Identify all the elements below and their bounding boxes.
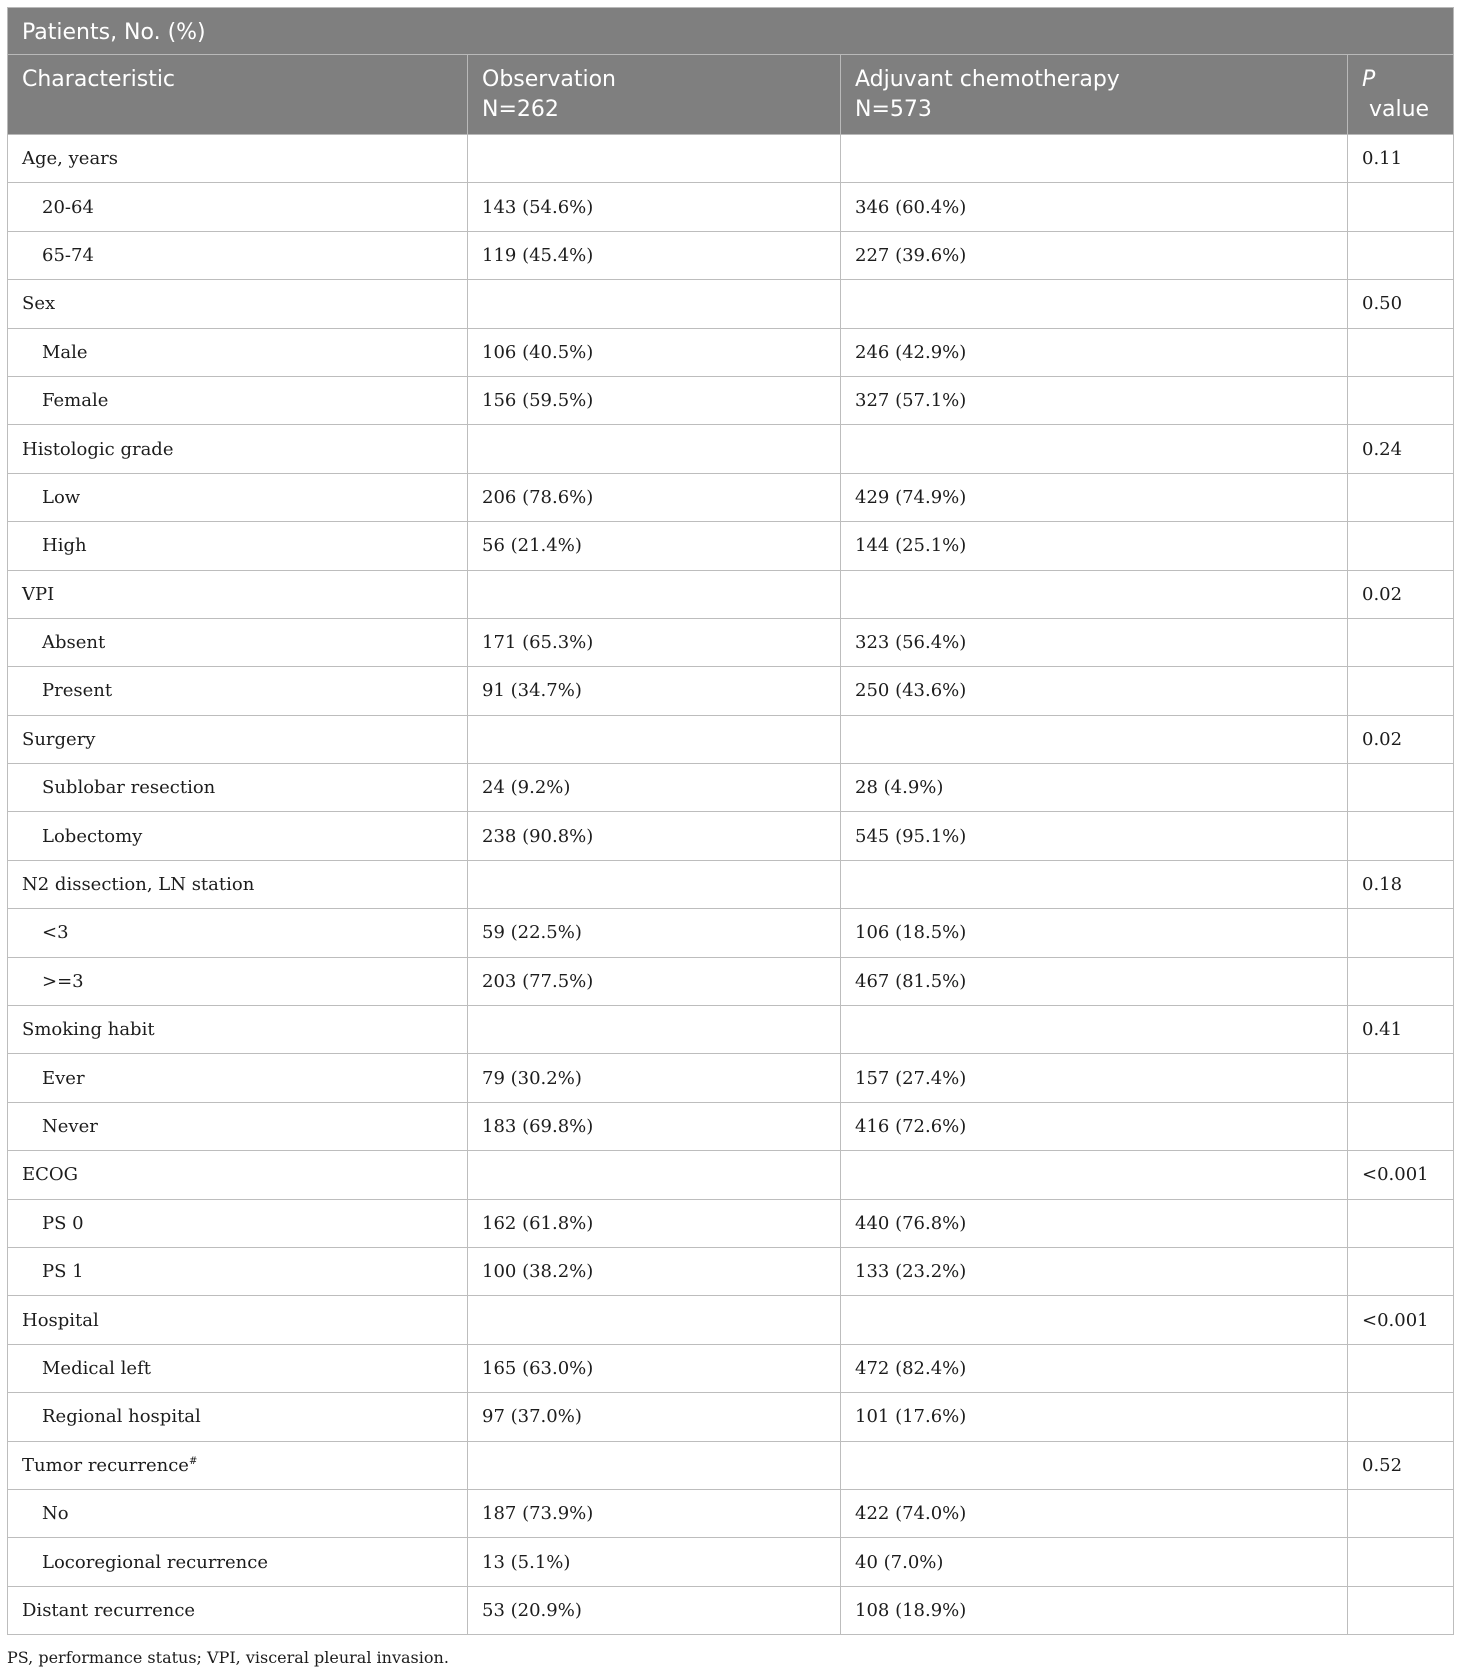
header-chemo-label: Adjuvant chemotherapy — [855, 67, 1120, 92]
table-row — [8, 1151, 1454, 1199]
row-label — [8, 135, 468, 183]
chemotherapy-value — [841, 764, 1348, 812]
p-value — [1348, 183, 1454, 231]
observation-value-text: 79 (30.2%) — [482, 1067, 582, 1089]
p-value — [1348, 860, 1454, 908]
row-label — [8, 183, 468, 231]
observation-value — [468, 1296, 841, 1344]
header-p-value — [1348, 55, 1454, 135]
chemotherapy-value — [841, 522, 1348, 570]
table-row — [8, 1102, 1454, 1150]
observation-value-text: 59 (22.5%) — [482, 922, 582, 944]
observation-value — [468, 231, 841, 279]
observation-value-text: 156 (59.5%) — [482, 390, 594, 412]
chemotherapy-value — [841, 1102, 1348, 1150]
observation-value-text: 183 (69.8%) — [482, 1116, 594, 1137]
p-value — [1348, 1489, 1454, 1537]
p-value — [1348, 1344, 1454, 1392]
chemotherapy-value-text: 108 (18.9%) — [855, 1599, 967, 1621]
chemotherapy-value — [841, 1296, 1348, 1344]
p-value — [1348, 715, 1454, 763]
observation-value — [468, 909, 841, 957]
chemotherapy-value-text: 246 (42.9%) — [855, 341, 967, 363]
row-label — [8, 812, 468, 860]
observation-value — [468, 1489, 841, 1537]
observation-value — [468, 1441, 841, 1489]
table-row — [8, 473, 1454, 521]
observation-value — [468, 618, 841, 666]
footnote-marker: # — [188, 1455, 198, 1467]
row-label — [8, 909, 468, 957]
row-label-text: Low — [42, 486, 81, 508]
chemotherapy-value-text: 133 (23.2%) — [855, 1261, 967, 1283]
observation-value — [468, 570, 841, 618]
table-row — [8, 376, 1454, 424]
row-label — [8, 1247, 468, 1295]
header-observation-label: Observation — [482, 67, 616, 92]
chemotherapy-value-text: 144 (25.1%) — [855, 535, 967, 557]
table-row — [8, 1199, 1454, 1247]
table-caption: Patients, No. (%) — [8, 8, 1454, 55]
chemotherapy-value — [841, 280, 1348, 328]
row-label — [8, 1393, 468, 1441]
observation-value-text: 206 (78.6%) — [482, 486, 594, 508]
observation-value-text: 97 (37.0%) — [482, 1406, 582, 1428]
table-row — [8, 1489, 1454, 1537]
p-value-text: <0.001 — [1362, 1164, 1429, 1186]
chemotherapy-value-text: 227 (39.6%) — [855, 244, 967, 266]
table-row — [8, 667, 1454, 715]
chemotherapy-value — [841, 1441, 1348, 1489]
row-label-text: Tumor recurrence — [22, 1454, 189, 1476]
table-row — [8, 1441, 1454, 1489]
observation-value-text: 53 (20.9%) — [482, 1599, 582, 1621]
row-label — [8, 1489, 468, 1537]
observation-value — [468, 522, 841, 570]
row-label — [8, 1199, 468, 1247]
observation-value-text: 13 (5.1%) — [482, 1551, 571, 1573]
p-value-text: 0.50 — [1362, 293, 1403, 315]
table-row — [8, 522, 1454, 570]
chemotherapy-value — [841, 570, 1348, 618]
table-body — [8, 135, 1454, 1635]
table-row — [8, 328, 1454, 376]
row-label-text: Sublobar resection — [42, 777, 216, 799]
header-observation-n: N=262 — [482, 97, 559, 122]
p-value — [1348, 328, 1454, 376]
observation-value — [468, 328, 841, 376]
p-value — [1348, 618, 1454, 666]
chemotherapy-value — [841, 231, 1348, 279]
p-value — [1348, 570, 1454, 618]
row-label-text: Surgery — [22, 728, 96, 750]
row-label — [8, 1296, 468, 1344]
chemotherapy-value — [841, 183, 1348, 231]
table-row — [8, 1296, 1454, 1344]
row-label — [8, 473, 468, 521]
chemotherapy-value-text: 28 (4.9%) — [855, 777, 944, 799]
table-row — [8, 618, 1454, 666]
row-label — [8, 1054, 468, 1102]
chemotherapy-value — [841, 1151, 1348, 1199]
row-label — [8, 1344, 468, 1392]
observation-value — [468, 1151, 841, 1199]
p-value — [1348, 522, 1454, 570]
chemotherapy-value-text: 416 (72.6%) — [855, 1116, 967, 1137]
observation-value-text: 56 (21.4%) — [482, 535, 582, 557]
row-label-text: PS 0 — [42, 1212, 84, 1234]
p-value — [1348, 135, 1454, 183]
row-label-text: Age, years — [22, 148, 119, 170]
row-label-text: Sex — [22, 293, 56, 315]
observation-value-text: 91 (34.7%) — [482, 680, 582, 702]
row-label — [8, 376, 468, 424]
chemotherapy-value-text: 472 (82.4%) — [855, 1357, 967, 1379]
p-value — [1348, 812, 1454, 860]
chemotherapy-value-text: 323 (56.4%) — [855, 632, 967, 654]
observation-value — [468, 425, 841, 473]
p-value-text: 0.11 — [1362, 148, 1403, 170]
chemotherapy-value-text: 157 (27.4%) — [855, 1067, 967, 1089]
row-label — [8, 715, 468, 763]
p-value — [1348, 231, 1454, 279]
p-value-text: 0.24 — [1362, 438, 1403, 460]
header-adjuvant-chemotherapy — [841, 55, 1348, 135]
observation-value-text: 187 (73.9%) — [482, 1503, 594, 1525]
row-label — [8, 1151, 468, 1199]
row-label-text: Hospital — [22, 1309, 99, 1331]
chemotherapy-value — [841, 667, 1348, 715]
chemotherapy-value — [841, 1586, 1348, 1634]
table-row — [8, 425, 1454, 473]
p-value-text: 0.02 — [1362, 583, 1403, 605]
table-container — [7, 7, 1453, 1635]
table-row — [8, 1586, 1454, 1634]
row-label — [8, 1586, 468, 1634]
row-label-text: >=3 — [42, 970, 84, 992]
row-label-text: No — [42, 1503, 69, 1525]
header-observation — [468, 55, 841, 135]
observation-value — [468, 715, 841, 763]
caption-row — [8, 8, 1454, 55]
row-label-text: Regional hospital — [42, 1406, 201, 1428]
observation-value-text: 162 (61.8%) — [482, 1212, 594, 1234]
chemotherapy-value — [841, 860, 1348, 908]
observation-value-text: 171 (65.3%) — [482, 632, 594, 654]
chemotherapy-value — [841, 1538, 1348, 1586]
p-value — [1348, 1151, 1454, 1199]
chemotherapy-value-text: 467 (81.5%) — [855, 970, 967, 992]
patient-characteristics-table — [7, 7, 1454, 1635]
observation-value-text: 106 (40.5%) — [482, 341, 594, 363]
row-label-text: Lobectomy — [42, 825, 143, 847]
table-row — [8, 860, 1454, 908]
p-value-text: <0.001 — [1362, 1309, 1429, 1331]
table-footnote: PS, performance status; VPI, visceral pleural invasion. — [7, 1648, 449, 1667]
chemotherapy-value — [841, 618, 1348, 666]
chemotherapy-value-text: 346 (60.4%) — [855, 196, 967, 218]
table-row — [8, 812, 1454, 860]
p-value — [1348, 957, 1454, 1005]
row-label-text: Locoregional recurrence — [42, 1551, 269, 1573]
chemotherapy-value — [841, 1006, 1348, 1054]
p-value-text: 0.52 — [1362, 1454, 1403, 1476]
table-row — [8, 957, 1454, 1005]
p-value — [1348, 376, 1454, 424]
chemotherapy-value — [841, 1054, 1348, 1102]
chemotherapy-value — [841, 425, 1348, 473]
row-label-text: Smoking habit — [22, 1019, 155, 1041]
table-row — [8, 909, 1454, 957]
observation-value — [468, 1344, 841, 1392]
p-value — [1348, 1102, 1454, 1150]
p-value — [1348, 667, 1454, 715]
p-value — [1348, 1006, 1454, 1054]
observation-value — [468, 957, 841, 1005]
observation-value — [468, 764, 841, 812]
p-value — [1348, 473, 1454, 521]
row-label — [8, 570, 468, 618]
observation-value — [468, 1586, 841, 1634]
row-label-text: Present — [42, 680, 113, 702]
row-label-text: Distant recurrence — [22, 1599, 196, 1621]
p-value — [1348, 1393, 1454, 1441]
row-label-text: N2 dissection, LN station — [22, 874, 255, 896]
table-row — [8, 135, 1454, 183]
observation-value — [468, 1199, 841, 1247]
observation-value-text: 24 (9.2%) — [482, 777, 571, 799]
row-label — [8, 957, 468, 1005]
p-value — [1348, 1586, 1454, 1634]
p-value-text: 0.41 — [1362, 1019, 1403, 1041]
header-chemo-n: N=573 — [855, 97, 932, 122]
chemotherapy-value — [841, 909, 1348, 957]
row-label — [8, 1102, 468, 1150]
p-value — [1348, 1054, 1454, 1102]
p-value — [1348, 425, 1454, 473]
p-value-text: 0.18 — [1362, 874, 1403, 896]
row-label — [8, 860, 468, 908]
row-label-text: Never — [42, 1116, 98, 1137]
observation-value-text: 119 (45.4%) — [482, 244, 594, 266]
chemotherapy-value-text: 429 (74.9%) — [855, 486, 967, 508]
chemotherapy-value-text: 40 (7.0%) — [855, 1551, 944, 1573]
p-value-text: 0.02 — [1362, 728, 1403, 750]
chemotherapy-value — [841, 328, 1348, 376]
row-label-text: Medical left — [42, 1357, 151, 1379]
row-label — [8, 1538, 468, 1586]
header-row — [8, 55, 1454, 135]
observation-value — [468, 280, 841, 328]
observation-value — [468, 1102, 841, 1150]
chemotherapy-value — [841, 1393, 1348, 1441]
table-row — [8, 570, 1454, 618]
row-label — [8, 231, 468, 279]
row-label — [8, 280, 468, 328]
table-row — [8, 764, 1454, 812]
observation-value-text: 143 (54.6%) — [482, 196, 594, 218]
table-row — [8, 1054, 1454, 1102]
table-row — [8, 1344, 1454, 1392]
observation-value — [468, 1538, 841, 1586]
chemotherapy-value-text: 440 (76.8%) — [855, 1212, 967, 1234]
row-label — [8, 618, 468, 666]
chemotherapy-value-text: 250 (43.6%) — [855, 680, 967, 702]
table-row — [8, 1538, 1454, 1586]
observation-value — [468, 860, 841, 908]
table-row — [8, 231, 1454, 279]
chemotherapy-value — [841, 957, 1348, 1005]
row-label-text: VPI — [22, 583, 55, 605]
chemotherapy-value-text: 106 (18.5%) — [855, 922, 967, 944]
table-row — [8, 1247, 1454, 1295]
observation-value-text: 238 (90.8%) — [482, 825, 594, 847]
row-label-text: Histologic grade — [22, 438, 174, 460]
observation-value — [468, 1054, 841, 1102]
chemotherapy-value — [841, 1247, 1348, 1295]
row-label-text: <3 — [42, 922, 69, 944]
row-label-text: High — [42, 535, 87, 557]
row-label-text: PS 1 — [42, 1261, 84, 1283]
p-value — [1348, 1247, 1454, 1295]
p-value — [1348, 909, 1454, 957]
row-label — [8, 328, 468, 376]
header-characteristic: Characteristic — [8, 55, 468, 135]
observation-value — [468, 667, 841, 715]
chemotherapy-value — [841, 812, 1348, 860]
p-value — [1348, 764, 1454, 812]
chemotherapy-value-text: 327 (57.1%) — [855, 390, 967, 412]
observation-value — [468, 1006, 841, 1054]
row-label — [8, 522, 468, 570]
row-label — [8, 667, 468, 715]
header-p-rest: value — [1362, 97, 1430, 122]
table-row — [8, 1006, 1454, 1054]
row-label-text: 65-74 — [42, 244, 94, 266]
chemotherapy-value — [841, 1489, 1348, 1537]
chemotherapy-value — [841, 1344, 1348, 1392]
observation-value — [468, 812, 841, 860]
chemotherapy-value — [841, 473, 1348, 521]
chemotherapy-value — [841, 135, 1348, 183]
table-row — [8, 1393, 1454, 1441]
table-row — [8, 183, 1454, 231]
row-label — [8, 425, 468, 473]
observation-value — [468, 376, 841, 424]
p-value — [1348, 280, 1454, 328]
chemotherapy-value-text: 545 (95.1%) — [855, 825, 967, 847]
observation-value-text: 165 (63.0%) — [482, 1357, 594, 1379]
observation-value — [468, 135, 841, 183]
chemotherapy-value-text: 101 (17.6%) — [855, 1406, 967, 1428]
row-label-text: ECOG — [22, 1164, 79, 1186]
row-label-text: Male — [42, 341, 88, 363]
p-value — [1348, 1199, 1454, 1247]
row-label — [8, 1006, 468, 1054]
table-row — [8, 715, 1454, 763]
p-value — [1348, 1296, 1454, 1344]
observation-value — [468, 1247, 841, 1295]
observation-value-text: 100 (38.2%) — [482, 1261, 594, 1283]
row-label-text: Ever — [42, 1067, 85, 1089]
chemotherapy-value — [841, 376, 1348, 424]
p-value — [1348, 1441, 1454, 1489]
p-value — [1348, 1538, 1454, 1586]
chemotherapy-value — [841, 1199, 1348, 1247]
row-label — [8, 764, 468, 812]
header-p-italic: P — [1362, 67, 1376, 92]
observation-value — [468, 1393, 841, 1441]
row-label — [8, 1441, 468, 1489]
observation-value — [468, 183, 841, 231]
observation-value-text: 203 (77.5%) — [482, 970, 594, 992]
observation-value — [468, 473, 841, 521]
chemotherapy-value-text: 422 (74.0%) — [855, 1503, 967, 1525]
row-label-text: 20-64 — [42, 196, 94, 218]
table-row — [8, 280, 1454, 328]
chemotherapy-value — [841, 715, 1348, 763]
row-label-text: Female — [42, 390, 109, 412]
row-label-text: Absent — [42, 632, 106, 654]
